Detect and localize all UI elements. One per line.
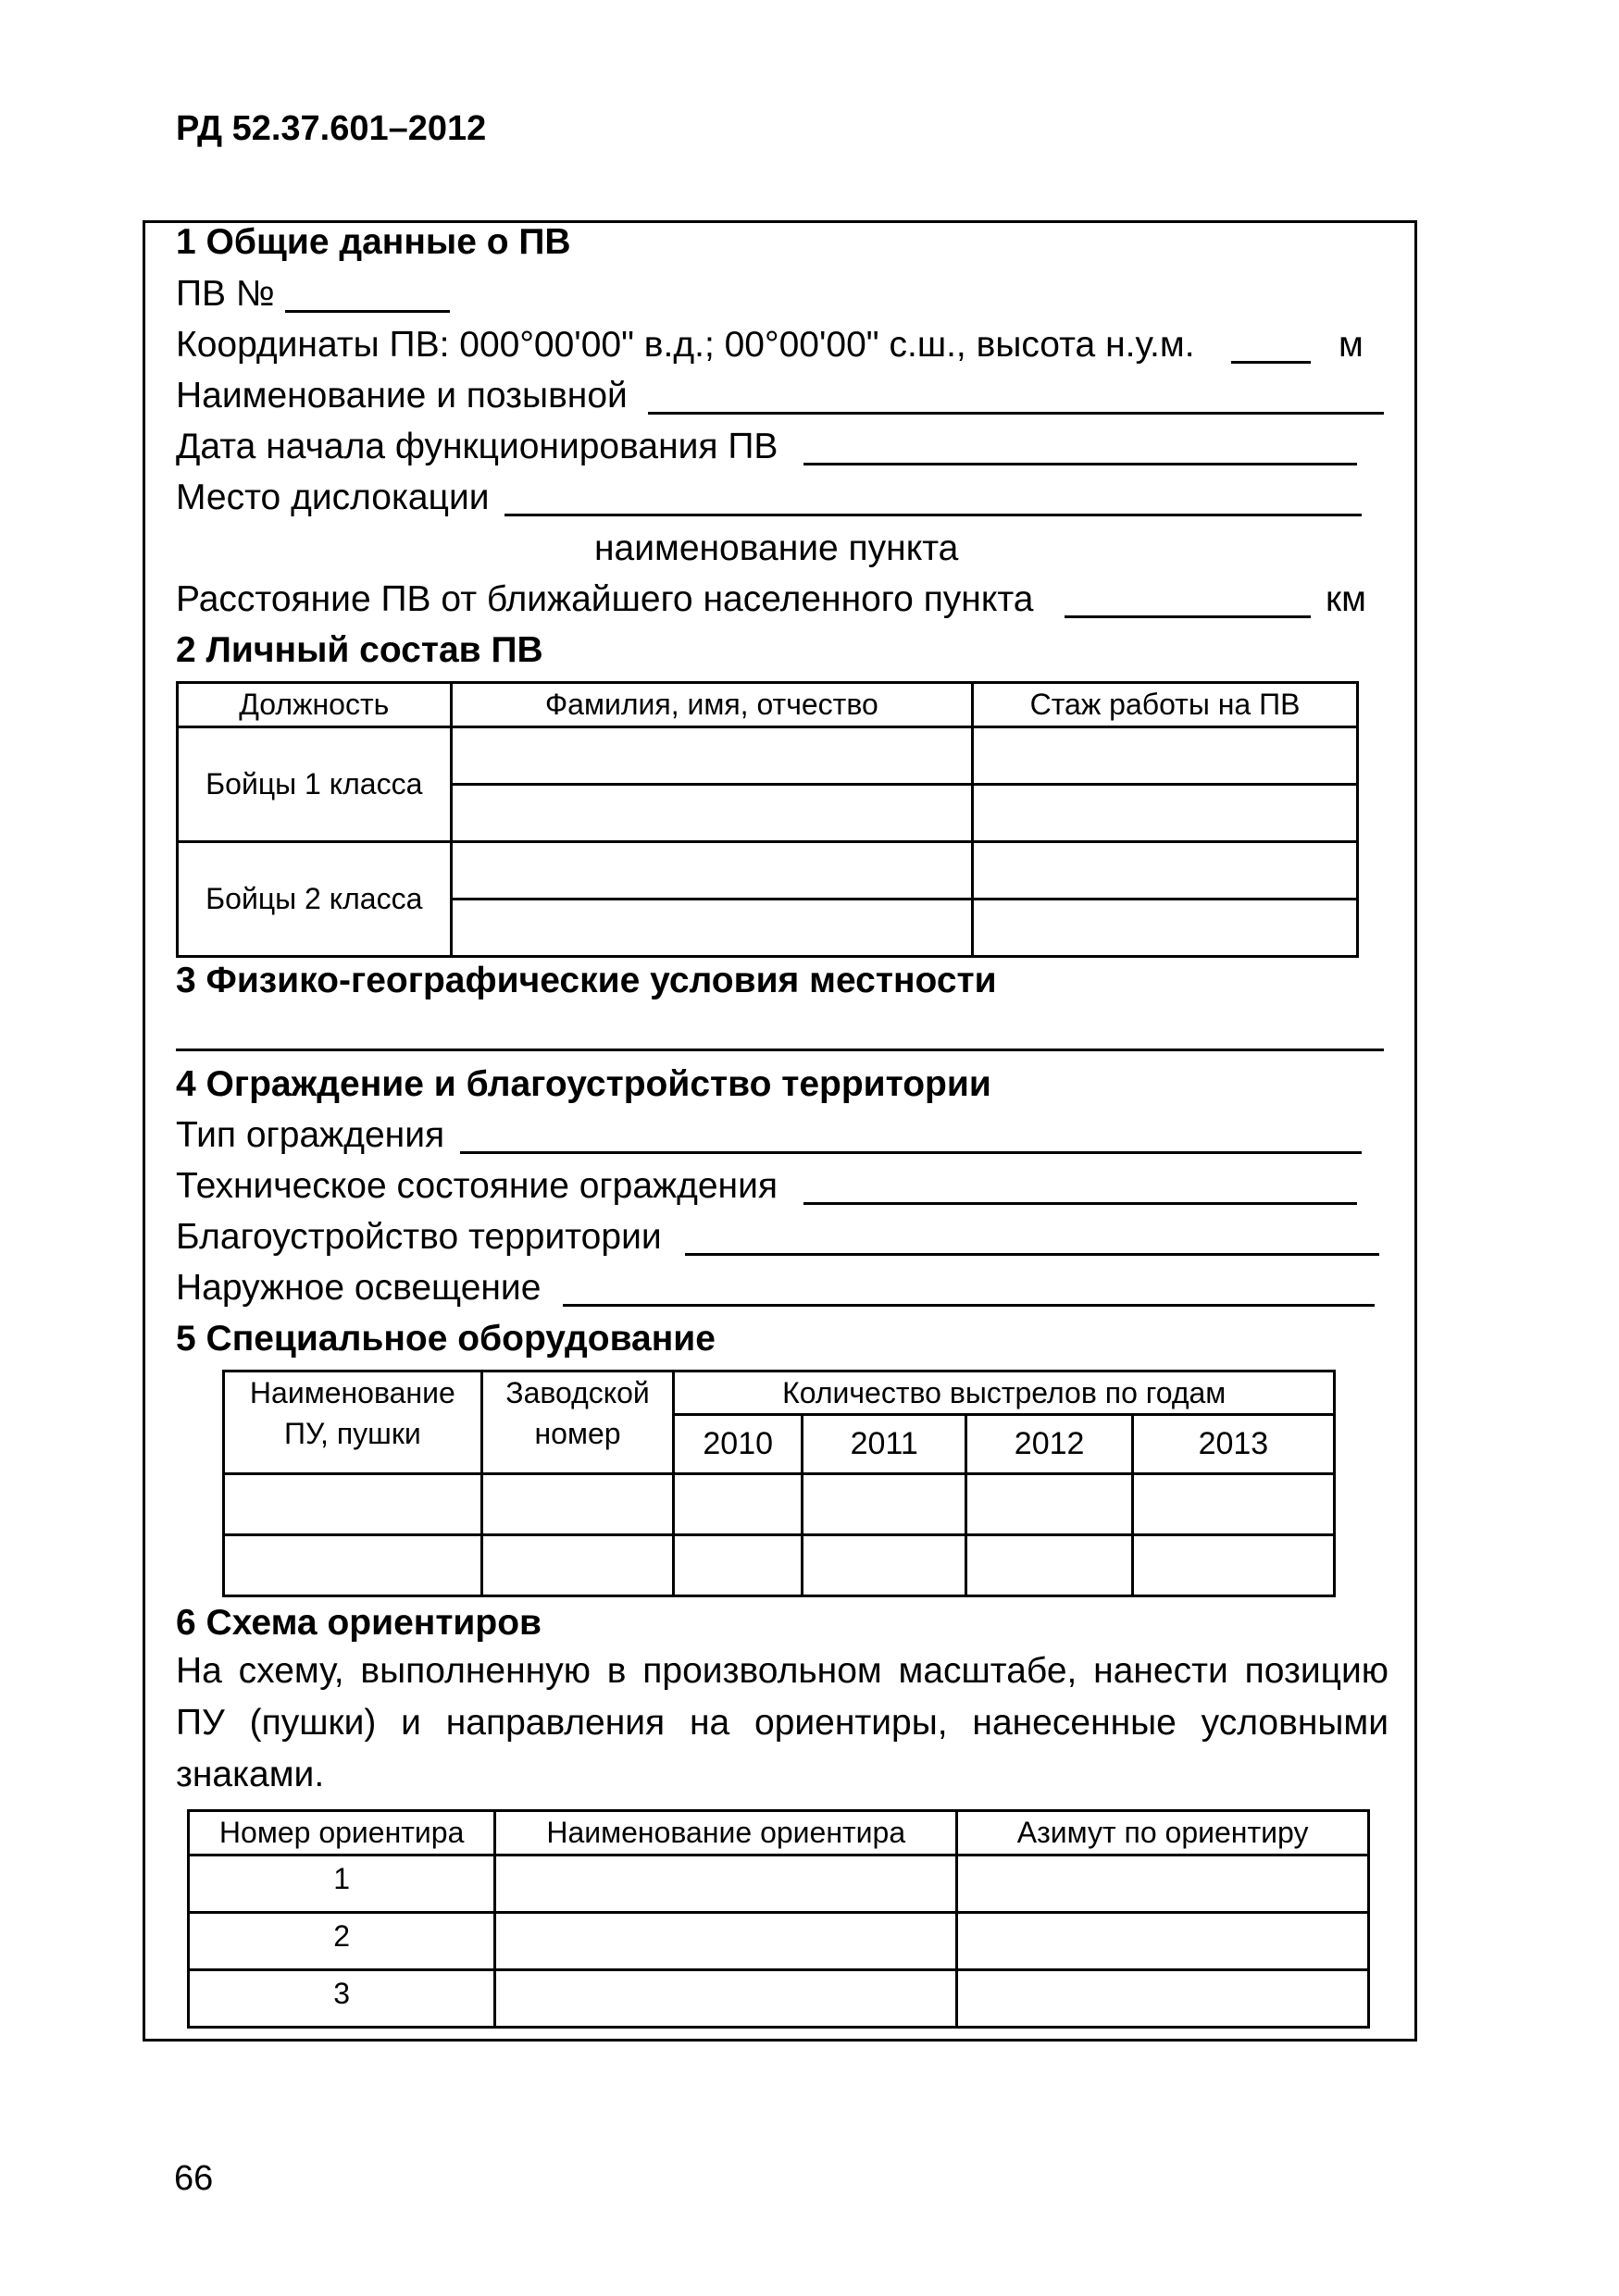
coords-label: Координаты ПВ: 000°00'00" в.д.; 00°00'00" с.ш., высота н.у.м.: [176, 325, 1195, 365]
col-shots-by-year: Количество выстрелов по годам: [674, 1371, 1335, 1415]
distance-line[interactable]: [1065, 615, 1311, 618]
table-cell[interactable]: [1132, 1535, 1334, 1596]
table-cell[interactable]: [481, 1474, 674, 1535]
table-cell[interactable]: [451, 900, 973, 957]
landmark-number-cell: 3: [189, 1970, 495, 2028]
document-code: РД 52.37.601–2012: [176, 109, 487, 148]
fence-condition-line[interactable]: [803, 1202, 1357, 1205]
table-cell[interactable]: [957, 1913, 1369, 1970]
landmarks-table: [187, 1809, 1370, 2029]
table-cell[interactable]: [973, 785, 1358, 842]
table-cell[interactable]: [966, 1474, 1132, 1535]
distance-unit: км: [1326, 579, 1366, 619]
section-4-title: 4 Ограждение и благоустройство территории: [176, 1064, 991, 1104]
pv-number-line[interactable]: [285, 310, 450, 313]
landscaping-label: Благоустройство территории: [176, 1217, 662, 1257]
place-line[interactable]: [504, 514, 1362, 516]
table-cell[interactable]: [674, 1535, 803, 1596]
place-label: Место дислокации: [176, 478, 490, 517]
table-cell[interactable]: [224, 1535, 482, 1596]
col-equipment-name: Наименование ПУ, пушки: [224, 1371, 482, 1474]
col-landmark-name: Наименование ориентира: [495, 1811, 957, 1855]
pv-number-label: ПВ №: [176, 274, 275, 314]
section-6-title: 6 Схема ориентиров: [176, 1603, 542, 1643]
fence-type-label: Тип ограждения: [176, 1115, 445, 1155]
table-row: [189, 1855, 1369, 1913]
scheme-instructions: На схему, выполненную в произвольном масштабе, нанести позицию ПУ (пушки) и направления на ориентиры, нанесенные условными знаками.: [176, 1651, 1389, 1794]
table-row: [224, 1474, 1335, 1535]
page-number: 66: [174, 2159, 214, 2198]
table-cell[interactable]: [674, 1474, 803, 1535]
fence-condition-label: Техническое состояние ограждения: [176, 1166, 778, 1206]
table-header-row: [189, 1811, 1369, 1855]
table-cell[interactable]: [957, 1970, 1369, 2028]
row-label-class-2: Бойцы 2 класса: [178, 842, 452, 957]
col-fullname: Фамилия, имя, отчество: [451, 683, 973, 727]
table-cell[interactable]: [957, 1855, 1369, 1913]
col-landmark-azimuth: Азимут по ориентиру: [957, 1811, 1369, 1855]
altitude-unit: м: [1339, 325, 1364, 365]
table-header-row: [178, 683, 1358, 727]
lighting-line[interactable]: [563, 1304, 1375, 1307]
table-row: [178, 727, 1358, 785]
lighting-label: Наружное освещение: [176, 1268, 542, 1308]
name-label: Наименование и позывной: [176, 376, 628, 416]
table-cell[interactable]: [803, 1535, 966, 1596]
table-cell[interactable]: [973, 727, 1358, 785]
table-cell[interactable]: [973, 900, 1358, 957]
table-cell[interactable]: [495, 1970, 957, 2028]
date-label: Дата начала функционирования ПВ: [176, 427, 778, 466]
table-cell[interactable]: [973, 842, 1358, 900]
col-position: Должность: [178, 683, 452, 727]
table-cell[interactable]: [451, 727, 973, 785]
table-cell[interactable]: [451, 842, 973, 900]
distance-label: Расстояние ПВ от ближайшего населенного пункта: [176, 579, 1034, 619]
landmark-number-cell: 2: [189, 1913, 495, 1970]
name-line[interactable]: [648, 412, 1384, 415]
fence-type-line[interactable]: [460, 1151, 1362, 1154]
place-caption: наименование пункта: [594, 528, 959, 568]
section-3-title: 3 Физико-географические условия местности: [176, 961, 997, 1000]
table-header-row: [224, 1371, 1335, 1415]
terrain-line[interactable]: [176, 1049, 1384, 1051]
table-cell[interactable]: [803, 1474, 966, 1535]
section-5-title: 5 Специальное оборудование: [176, 1319, 716, 1359]
year-2010: 2010: [674, 1415, 803, 1474]
table-row: [178, 842, 1358, 900]
landmark-number-cell: 1: [189, 1855, 495, 1913]
table-row: [189, 1970, 1369, 2028]
equipment-table: [222, 1370, 1336, 1597]
table-cell[interactable]: [481, 1535, 674, 1596]
year-2012: 2012: [966, 1415, 1132, 1474]
table-row: [189, 1913, 1369, 1970]
date-line[interactable]: [803, 463, 1357, 465]
table-cell[interactable]: [966, 1535, 1132, 1596]
landscaping-line[interactable]: [685, 1253, 1379, 1256]
table-row: [224, 1535, 1335, 1596]
year-2013: 2013: [1132, 1415, 1334, 1474]
staff-table: [176, 681, 1359, 958]
table-cell[interactable]: [495, 1913, 957, 1970]
row-label-class-1: Бойцы 1 класса: [178, 727, 452, 842]
section-1-title: 1 Общие данные о ПВ: [176, 222, 571, 262]
year-2011: 2011: [803, 1415, 966, 1474]
col-landmark-number: Номер ориентира: [189, 1811, 495, 1855]
altitude-line[interactable]: [1231, 361, 1311, 364]
table-cell[interactable]: [1132, 1474, 1334, 1535]
table-cell[interactable]: [451, 785, 973, 842]
table-cell[interactable]: [224, 1474, 482, 1535]
table-cell[interactable]: [495, 1855, 957, 1913]
section-2-title: 2 Личный состав ПВ: [176, 630, 543, 670]
col-serial-number: Заводской номер: [481, 1371, 674, 1474]
col-experience: Стаж работы на ПВ: [973, 683, 1358, 727]
